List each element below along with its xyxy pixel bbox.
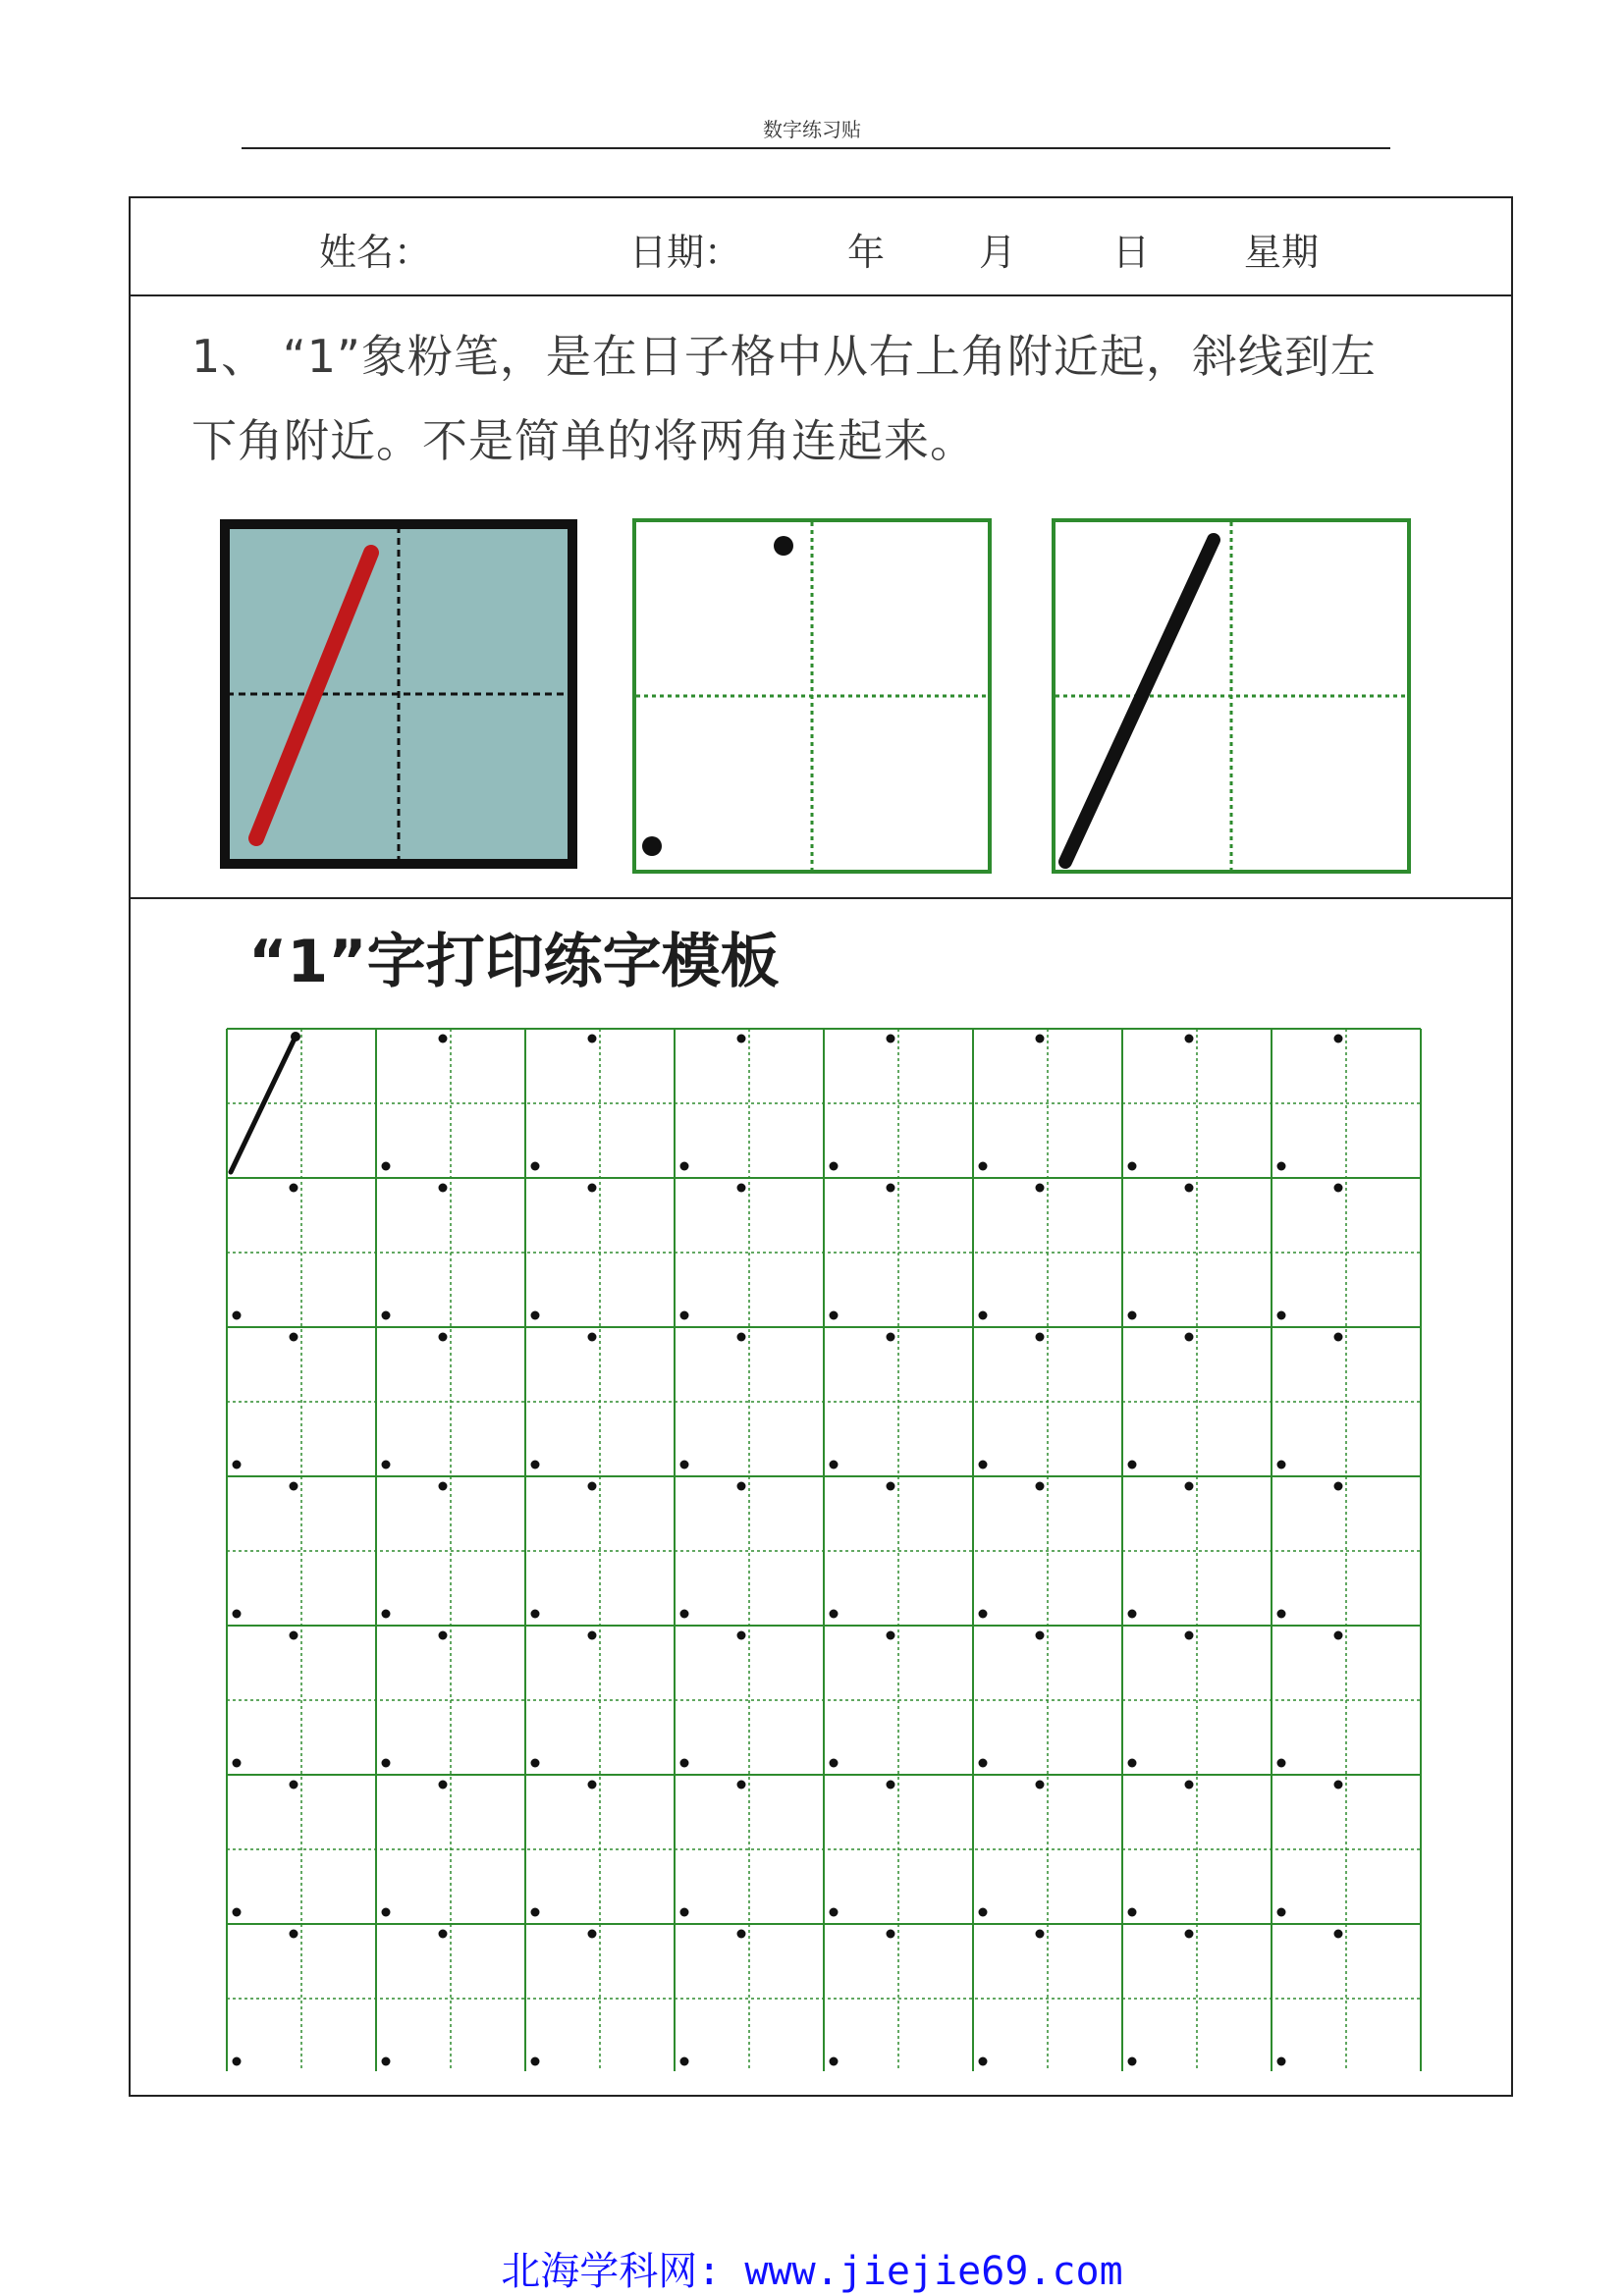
start-dot bbox=[737, 1035, 746, 1043]
start-dot bbox=[1185, 1631, 1194, 1640]
end-dot bbox=[233, 1610, 242, 1619]
end-dot bbox=[382, 1311, 391, 1320]
start-dot bbox=[887, 1333, 895, 1342]
start-dot bbox=[290, 1333, 298, 1342]
start-dot bbox=[737, 1482, 746, 1491]
start-dot bbox=[1036, 1930, 1045, 1939]
date-label: 日期： bbox=[629, 231, 742, 274]
start-dot bbox=[1036, 1333, 1045, 1342]
template-title: “1”字打印练字模板 bbox=[248, 928, 780, 996]
header-rule bbox=[242, 147, 1390, 149]
worksheet-frame bbox=[129, 196, 1513, 2097]
start-dot bbox=[1185, 1035, 1194, 1043]
end-dot bbox=[830, 1610, 839, 1619]
start-dot bbox=[1334, 1482, 1343, 1491]
end-dot bbox=[382, 1162, 391, 1171]
end-dot bbox=[382, 1610, 391, 1619]
start-dot bbox=[1036, 1035, 1045, 1043]
start-dot bbox=[1185, 1482, 1194, 1491]
end-dot bbox=[830, 1759, 839, 1768]
end-dot bbox=[382, 1759, 391, 1768]
start-dot bbox=[1334, 1333, 1343, 1342]
end-dot bbox=[1277, 2057, 1286, 2066]
instruction-line-2: 下角附近。不是简单的将两角连起来。 bbox=[191, 414, 976, 467]
end-dot bbox=[680, 1610, 689, 1619]
end-dot bbox=[830, 1162, 839, 1171]
start-dot bbox=[1334, 1781, 1343, 1789]
end-dot bbox=[1277, 1461, 1286, 1469]
end-dot bbox=[233, 1311, 242, 1320]
start-dot bbox=[439, 1333, 448, 1342]
end-dot bbox=[830, 1311, 839, 1320]
start-dot bbox=[291, 1032, 300, 1041]
end-dot bbox=[979, 1908, 988, 1917]
name-date-row bbox=[131, 198, 1511, 294]
end-dot bbox=[680, 1759, 689, 1768]
start-dot bbox=[588, 1631, 597, 1640]
start-dot bbox=[588, 1184, 597, 1193]
start-dot bbox=[439, 1184, 448, 1193]
end-dot bbox=[979, 1759, 988, 1768]
end-dot bbox=[1277, 1311, 1286, 1320]
end-dot bbox=[979, 2057, 988, 2066]
end-dot bbox=[1128, 1311, 1137, 1320]
end-dot bbox=[382, 2057, 391, 2066]
end-dot bbox=[979, 1461, 988, 1469]
start-dot bbox=[774, 536, 793, 556]
end-dot bbox=[979, 1311, 988, 1320]
end-dot bbox=[979, 1162, 988, 1171]
start-dot bbox=[1036, 1482, 1045, 1491]
end-dot bbox=[382, 1908, 391, 1917]
end-dot bbox=[1277, 1610, 1286, 1619]
start-dot bbox=[588, 1781, 597, 1789]
start-dot bbox=[1185, 1781, 1194, 1789]
end-dot bbox=[531, 1908, 540, 1917]
end-dot bbox=[680, 1162, 689, 1171]
end-dot bbox=[531, 1311, 540, 1320]
start-dot bbox=[1185, 1930, 1194, 1939]
start-dot bbox=[887, 1631, 895, 1640]
end-dot bbox=[680, 2057, 689, 2066]
end-dot bbox=[382, 1461, 391, 1469]
start-dot bbox=[290, 1482, 298, 1491]
end-dot bbox=[830, 1461, 839, 1469]
row-divider bbox=[131, 897, 1511, 899]
start-dot bbox=[1036, 1631, 1045, 1640]
end-dot bbox=[1128, 1759, 1137, 1768]
start-dot bbox=[737, 1333, 746, 1342]
start-dot bbox=[588, 1333, 597, 1342]
year-label: 年 bbox=[847, 231, 886, 274]
day-label: 日 bbox=[1112, 231, 1151, 274]
start-dot bbox=[439, 1035, 448, 1043]
start-dot bbox=[290, 1631, 298, 1640]
end-dot bbox=[531, 1759, 540, 1768]
month-label: 月 bbox=[979, 231, 1017, 274]
start-dot bbox=[887, 1035, 895, 1043]
end-dot bbox=[531, 2057, 540, 2066]
start-dot bbox=[737, 1631, 746, 1640]
end-dot bbox=[233, 2057, 242, 2066]
start-dot bbox=[588, 1482, 597, 1491]
start-dot bbox=[439, 1631, 448, 1640]
start-dot bbox=[737, 1184, 746, 1193]
end-dot bbox=[1277, 1908, 1286, 1917]
end-dot bbox=[979, 1610, 988, 1619]
start-dot bbox=[1185, 1184, 1194, 1193]
start-dot bbox=[1036, 1781, 1045, 1789]
end-dot bbox=[1128, 1162, 1137, 1171]
start-dot bbox=[887, 1930, 895, 1939]
start-dot bbox=[887, 1184, 895, 1193]
end-dot bbox=[830, 2057, 839, 2066]
row-divider bbox=[131, 294, 1511, 296]
start-dot bbox=[1036, 1184, 1045, 1193]
start-dot bbox=[1334, 1184, 1343, 1193]
start-dot bbox=[439, 1930, 448, 1939]
end-dot bbox=[233, 1908, 242, 1917]
start-dot bbox=[1334, 1631, 1343, 1640]
start-dot bbox=[737, 1781, 746, 1789]
start-dot bbox=[1185, 1333, 1194, 1342]
end-dot bbox=[531, 1162, 540, 1171]
end-dot bbox=[642, 836, 662, 856]
start-dot bbox=[1334, 1035, 1343, 1043]
end-dot bbox=[1128, 1908, 1137, 1917]
instruction-text bbox=[191, 314, 1468, 483]
end-dot bbox=[680, 1908, 689, 1917]
demo-box-dots bbox=[632, 518, 992, 874]
name-label: 姓名： bbox=[319, 231, 432, 274]
end-dot bbox=[1277, 1162, 1286, 1171]
end-dot bbox=[830, 1908, 839, 1917]
end-dot bbox=[233, 1759, 242, 1768]
start-dot bbox=[439, 1482, 448, 1491]
start-dot bbox=[588, 1930, 597, 1939]
end-dot bbox=[531, 1610, 540, 1619]
start-dot bbox=[588, 1035, 597, 1043]
start-dot bbox=[439, 1781, 448, 1789]
end-dot bbox=[233, 1461, 242, 1469]
weekday-label: 星期 bbox=[1244, 231, 1320, 274]
instruction-line-1: 1、 “1”象粉笔，是在日子格中从右上角附近起，斜线到左 bbox=[191, 330, 1377, 383]
page-header-title: 数字练习贴 bbox=[763, 118, 861, 141]
start-dot bbox=[290, 1184, 298, 1193]
end-dot bbox=[531, 1461, 540, 1469]
end-dot bbox=[680, 1461, 689, 1469]
end-dot bbox=[1128, 2057, 1137, 2066]
footer-watermark: 北海学科网: www.jiejie69.com bbox=[501, 2249, 1123, 2294]
start-dot bbox=[290, 1930, 298, 1939]
start-dot bbox=[737, 1930, 746, 1939]
end-dot bbox=[1128, 1610, 1137, 1619]
demo-box-stroke bbox=[1052, 518, 1411, 874]
end-dot bbox=[1128, 1461, 1137, 1469]
start-dot bbox=[1334, 1930, 1343, 1939]
start-dot bbox=[887, 1482, 895, 1491]
practice-grid[interactable] bbox=[225, 1027, 1558, 2071]
start-dot bbox=[887, 1781, 895, 1789]
end-dot bbox=[1277, 1759, 1286, 1768]
end-dot bbox=[680, 1311, 689, 1320]
start-dot bbox=[290, 1781, 298, 1789]
example-stroke bbox=[231, 1037, 296, 1172]
demo-box-chalk bbox=[219, 518, 578, 870]
